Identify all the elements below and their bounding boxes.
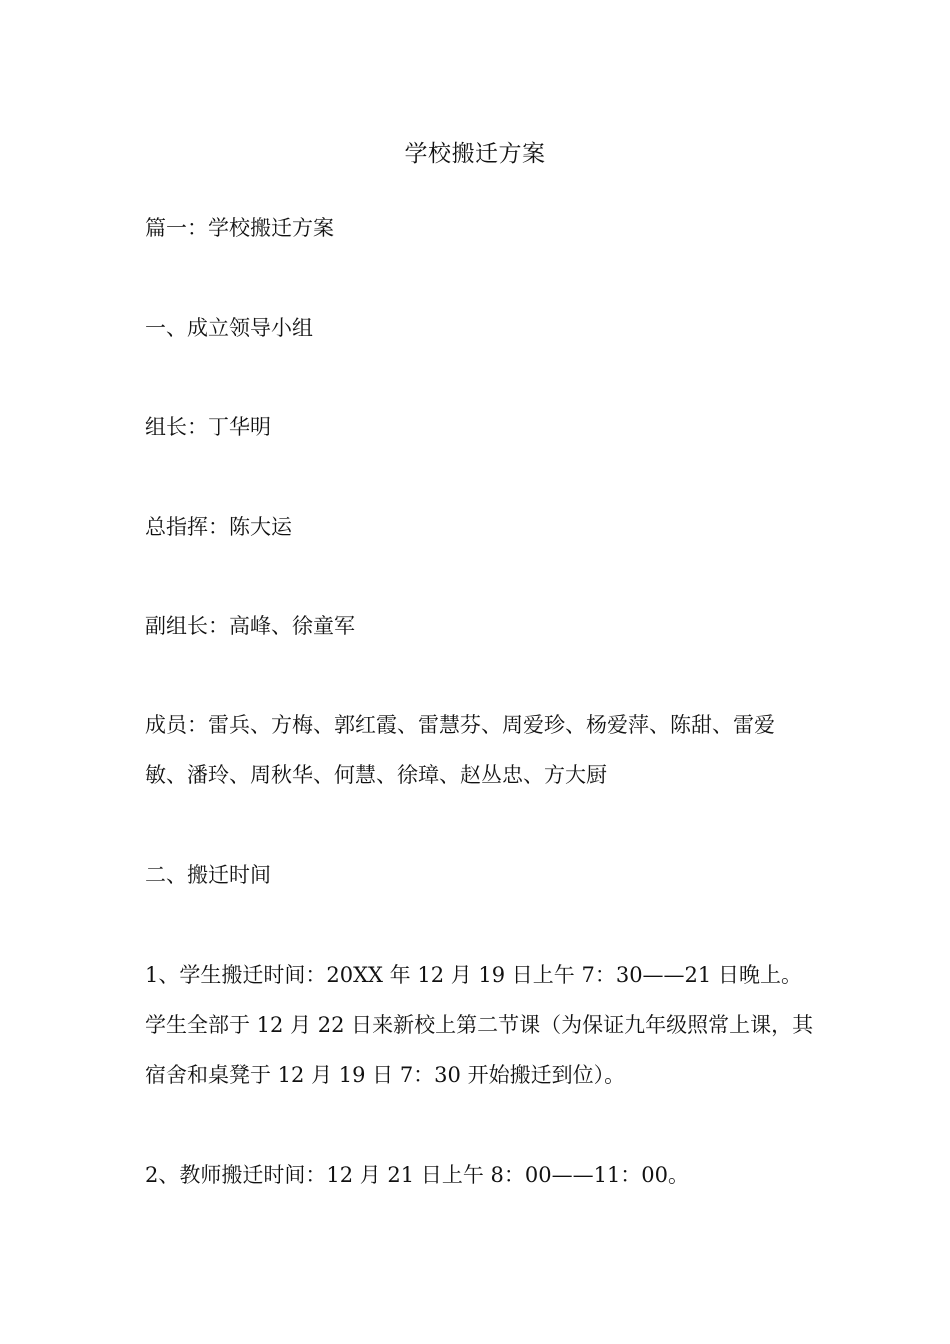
body-paragraph: 总指挥：陈大运 (145, 515, 292, 539)
section-heading: 二、搬迁时间 (145, 863, 271, 887)
body-paragraph: 组长：丁华明 (145, 415, 271, 439)
section-heading: 一、成立领导小组 (145, 316, 313, 340)
body-paragraph: 1、学生搬迁时间：20XX 年 12 月 19 日上午 7：30——21 日晚上。学生全部于 12 月 22 日来新校上第二节课（为保证九年级照常上课，其宿舍和桌凳于 12 月 19 日 7：30 开始搬迁到位）。 (145, 963, 814, 1087)
section-heading: 篇一：学校搬迁方案 (145, 216, 334, 240)
document-title: 学校搬迁方案 (404, 141, 546, 167)
body-paragraph: 成员：雷兵、方梅、郭红霞、雷慧芬、周爱珍、杨爱萍、陈甜、雷爱敏、潘玲、周秋华、何慧、徐璋、赵丛忠、方大厨 (145, 713, 775, 787)
body-paragraph: 2、教师搬迁时间：12 月 21 日上午 8：00——11：00。 (145, 1163, 690, 1187)
body-paragraph: 副组长：高峰、徐童军 (145, 614, 355, 638)
